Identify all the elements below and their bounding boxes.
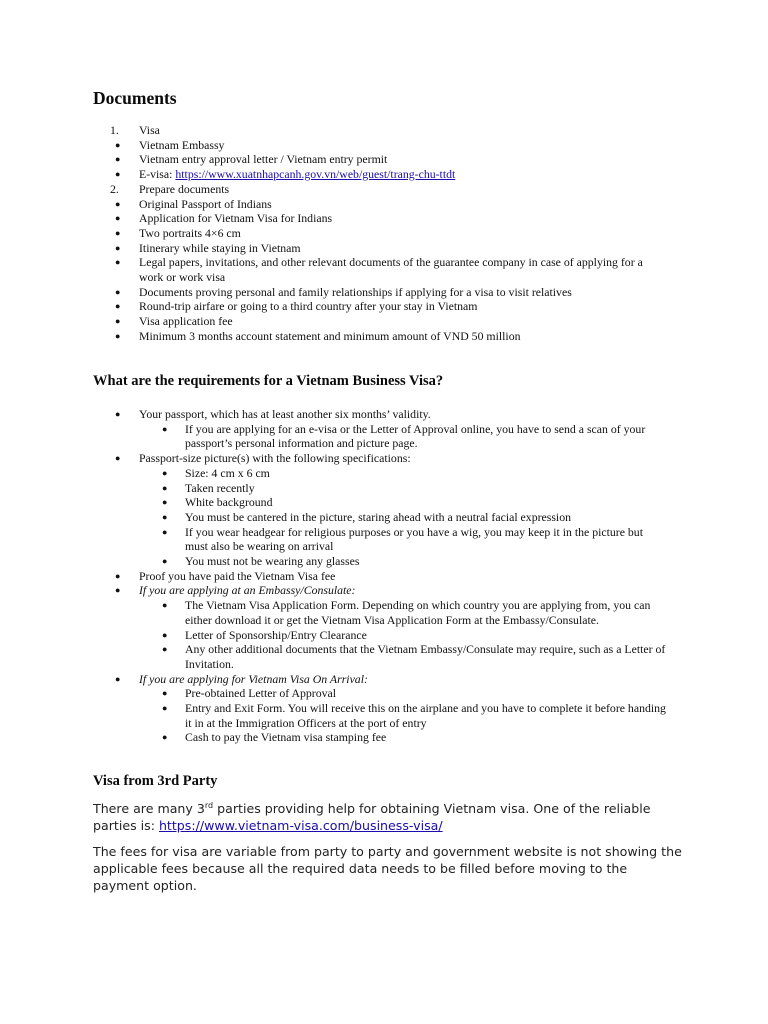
sub-list-item: ● You must be cantered in the picture, staring ahead with a neutral facial expression bbox=[162, 509, 572, 524]
list-item: ● Minimum 3 months account statement and minimum amount of VND 50 million bbox=[115, 328, 521, 343]
list-item: ● Legal papers, invitations, and other relevant documents of the guarantee company in case of applying for a work or work visa bbox=[115, 255, 643, 285]
bullet-icon: ● bbox=[162, 600, 168, 611]
documents-heading: Documents bbox=[93, 88, 177, 108]
bullet-icon: ● bbox=[162, 511, 168, 522]
list-item: ● Two portraits 4×6 cm bbox=[115, 225, 241, 240]
list-item: ● Original Passport of Indians bbox=[115, 196, 272, 211]
evisa-link[interactable]: https://www.xuatnhapcanh.gov.vn/web/guest/trang-chu-ttdt bbox=[175, 167, 456, 182]
bullet-icon: ● bbox=[115, 169, 121, 180]
bullet-icon: ● bbox=[162, 497, 168, 508]
bullet-icon: ● bbox=[115, 409, 121, 419]
list-item: ● Documents proving personal and family relationships if applying for a visa to visit relatives bbox=[115, 284, 572, 299]
sub-list-item: ● If you wear headgear for religious purposes or you have a wig, you may keep it in the picture but must also be wearing on arrival bbox=[162, 524, 643, 554]
requirements-heading: What are the requirements for a Vietnam Business Visa? bbox=[93, 373, 444, 389]
list-number: 2. bbox=[110, 181, 119, 196]
list-number: 1. bbox=[110, 123, 119, 137]
bullet-icon: ● bbox=[162, 526, 168, 537]
bullet-icon: ● bbox=[115, 213, 121, 224]
bullet-icon: ● bbox=[162, 703, 168, 714]
list-item: ● Vietnam Embassy bbox=[115, 137, 225, 152]
sub-list-item: ● Pre-obtained Letter of Approval bbox=[162, 686, 337, 701]
bullet-icon: ● bbox=[115, 154, 121, 165]
third-party-heading: Visa from 3rd Party bbox=[93, 773, 218, 789]
list-item: ● Proof you have paid the Vietnam Visa fee bbox=[115, 568, 336, 583]
bullet-icon: ● bbox=[115, 286, 121, 297]
bullet-icon: ● bbox=[115, 330, 121, 341]
bullet-icon: ● bbox=[162, 644, 168, 655]
list-item-evisa: ● E-visa: https://www.xuatnhapcanh.gov.vn/web/guest/trang-chu-ttdt bbox=[115, 167, 456, 182]
list-item: ● Passport-size picture(s) with the following specifications: bbox=[115, 451, 411, 466]
bullet-icon: ● bbox=[115, 316, 121, 327]
bullet-icon: ● bbox=[162, 423, 168, 434]
bullet-icon: ● bbox=[162, 688, 168, 699]
bullet-icon: ● bbox=[162, 629, 168, 640]
third-party-paragraph: There are many 3rd parties providing help for obtaining Vietnam visa. One of the reliable parties is: https://www.vietnam-visa.com/business-visa/ bbox=[93, 800, 651, 833]
sub-list-item: ● If you are applying for an e-visa or the Letter of Approval online, you have to send a scan of your passport’s personal information and picture page. bbox=[162, 421, 646, 451]
sub-list-item: ● Entry and Exit Form. You will receive this on the airplane and you have to complete it before handing it in at the Immigration Officers at the port of entry bbox=[162, 701, 666, 730]
sub-list-item: ● The Vietnam Visa Application Form. Depending on which country you are applying from, you can either download it or get the Vietnam Visa Application Form at the Embassy/Consulate. bbox=[162, 598, 651, 627]
sub-list-item: ● White background bbox=[162, 495, 273, 510]
bullet-icon: ● bbox=[115, 585, 121, 596]
bullet-icon: ● bbox=[115, 227, 121, 238]
sub-list-item: ● Any other additional documents that the Vietnam Embassy/Consulate may require, such as a Letter of Invitation. bbox=[162, 642, 666, 671]
sub-list-item: ● Size: 4 cm x 6 cm bbox=[162, 465, 270, 480]
fees-paragraph: The fees for visa are variable from party to party and government website is not showing the applicable fees because all the required data needs to be filled before moving to the payment option. bbox=[93, 844, 682, 893]
list-item: ● Vietnam entry approval letter / Vietnam entry permit bbox=[115, 152, 388, 167]
list-item-visa: 1. Visa bbox=[110, 123, 160, 137]
bullet-icon: ● bbox=[115, 198, 121, 209]
list-item-prepare: 2. Prepare documents bbox=[110, 181, 230, 196]
bullet-icon: ● bbox=[115, 242, 121, 253]
bullet-icon: ● bbox=[115, 570, 121, 581]
documents-list bbox=[93, 123, 693, 344]
sub-list-item: ● Taken recently bbox=[162, 480, 255, 495]
requirements-list bbox=[93, 407, 693, 745]
bullet-icon: ● bbox=[115, 673, 121, 684]
sub-list-item: ● You must not be wearing any glasses bbox=[162, 554, 360, 569]
list-item: ● Round-trip airfare or going to a third country after your stay in Vietnam bbox=[115, 299, 478, 314]
bullet-icon: ● bbox=[115, 301, 121, 312]
sub-list-item: ● Letter of Sponsorship/Entry Clearance bbox=[162, 627, 367, 642]
list-item: ● Your passport, which has at least another six months’ validity. bbox=[115, 407, 431, 421]
bullet-icon: ● bbox=[162, 556, 168, 567]
bullet-icon: ● bbox=[115, 139, 121, 150]
bullet-icon: ● bbox=[115, 257, 121, 268]
bullet-icon: ● bbox=[162, 732, 168, 743]
list-item: ● Application for Vietnam Visa for Indians bbox=[115, 211, 333, 226]
list-item: ● If you are applying at an Embassy/Consulate: bbox=[115, 583, 356, 598]
list-item: ● Visa application fee bbox=[115, 314, 233, 329]
bullet-icon: ● bbox=[162, 482, 168, 493]
vietnam-visa-link[interactable]: https://www.vietnam-visa.com/business-visa/ bbox=[158, 818, 443, 833]
list-item: ● Itinerary while staying in Vietnam bbox=[115, 240, 301, 255]
list-item: ● If you are applying for Vietnam Visa On Arrival: bbox=[115, 671, 368, 686]
sub-list-item: ● Cash to pay the Vietnam visa stamping fee bbox=[162, 730, 387, 745]
bullet-icon: ● bbox=[115, 453, 121, 464]
bullet-icon: ● bbox=[162, 467, 168, 478]
